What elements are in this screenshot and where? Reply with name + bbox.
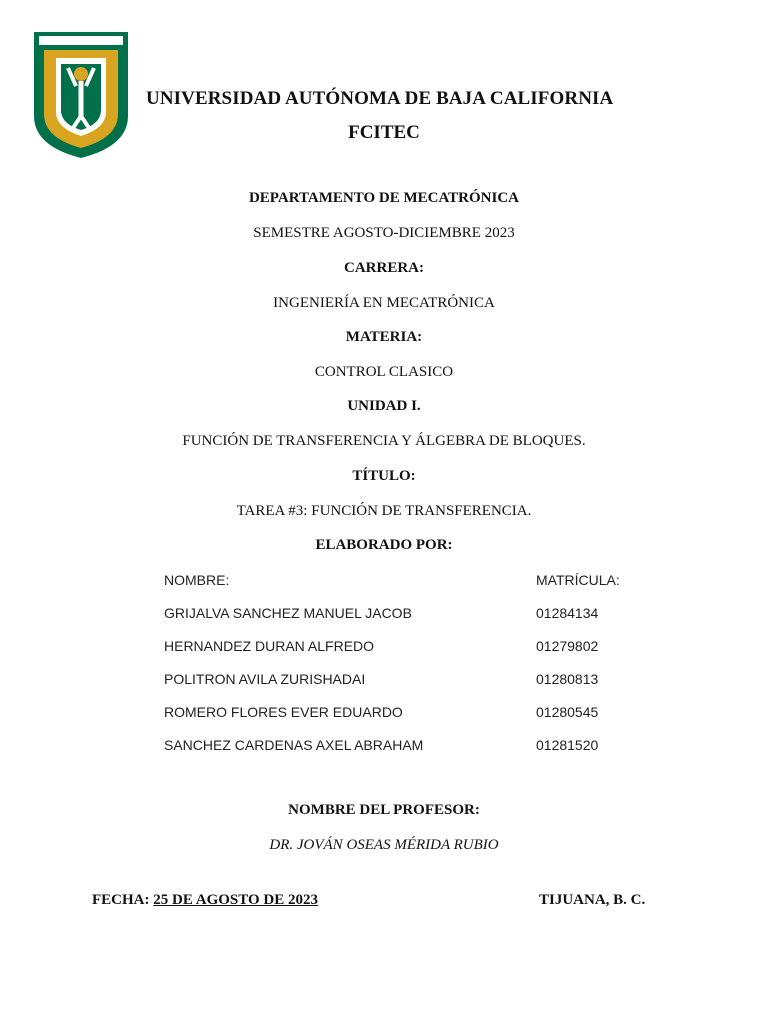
unit-label: UNIDAD I. <box>347 398 421 414</box>
author-id: 01281520 <box>536 737 599 753</box>
date-line <box>92 892 318 909</box>
author-name: POLITRON AVILA ZURISHADAI <box>164 671 366 687</box>
column-header-id: MATRÍCULA: <box>536 572 620 588</box>
subject-value: CONTROL CLASICO <box>314 364 454 380</box>
date-label: FECHA: <box>92 892 150 908</box>
title-label: TÍTULO: <box>352 468 416 484</box>
university-name: UNIVERSIDAD AUTÓNOMA DE BAJA CALIFORNIA <box>146 88 614 109</box>
unit-value: FUNCIÓN DE TRANSFERENCIA Y ÁLGEBRA DE BLOQUES. <box>182 433 586 449</box>
author-id: 01280545 <box>536 704 599 720</box>
author-id: 01279802 <box>536 638 599 654</box>
author-name: GRIJALVA SANCHEZ MANUEL JACOB <box>164 605 412 621</box>
authors-label: ELABORADO POR: <box>315 537 453 553</box>
place: TIJUANA, B. C. <box>539 892 646 908</box>
title-value: TAREA #3: FUNCIÓN DE TRANSFERENCIA. <box>236 503 532 519</box>
author-id: 01280813 <box>536 671 599 687</box>
author-name: ROMERO FLORES EVER EDUARDO <box>164 704 403 720</box>
career-value: INGENIERÍA EN MECATRÓNICA <box>273 295 495 311</box>
author-id: 01284134 <box>536 605 599 621</box>
faculty-name: FCITEC <box>348 122 420 143</box>
author-name: SANCHEZ CARDENAS AXEL ABRAHAM <box>164 737 424 753</box>
semester: SEMESTRE AGOSTO-DICIEMBRE 2023 <box>253 225 515 241</box>
career-label: CARRERA: <box>344 260 424 276</box>
department: DEPARTAMENTO DE MECATRÓNICA <box>248 190 520 206</box>
author-name: HERNANDEZ DURAN ALFREDO <box>164 638 375 654</box>
professor-name: DR. JOVÁN OSEAS MÉRIDA RUBIO <box>269 837 499 853</box>
professor-label: NOMBRE DEL PROFESOR: <box>288 802 480 818</box>
date-value: 25 DE AGOSTO DE 2023 <box>153 892 319 908</box>
subject-label: MATERIA: <box>345 329 423 345</box>
column-header-name: NOMBRE: <box>164 572 230 588</box>
